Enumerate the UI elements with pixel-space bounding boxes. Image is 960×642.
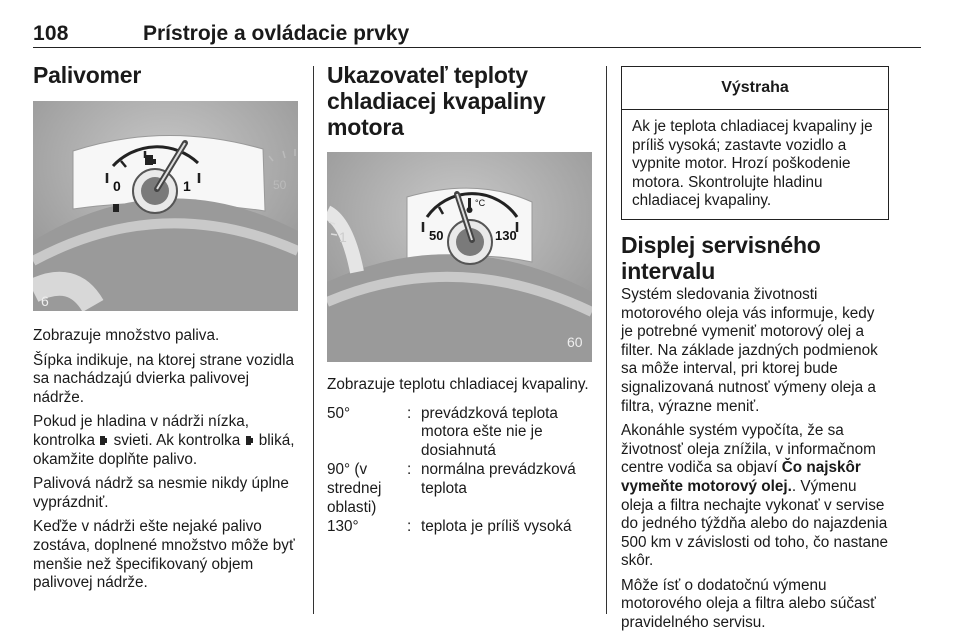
coolant-scale-130: 130 <box>495 228 517 243</box>
table-row <box>327 518 592 537</box>
section-title: Prístroje a ovládacie prvky <box>143 22 410 45</box>
warning-box <box>621 66 889 220</box>
service-p3: Môže ísť o dodatočnú výmenu motorového oleja a filtra alebo súčasť pravidelného servisu. <box>621 576 876 632</box>
coolant-gauge-figure <box>327 152 592 362</box>
warning-title: Výstraha <box>622 67 888 110</box>
fuel-p1: Zobrazuje množstvo paliva. <box>33 327 220 344</box>
row-value: normálna prevádzková teplota <box>421 461 576 497</box>
column-divider-1 <box>313 66 314 614</box>
page-number: 108 <box>33 22 69 45</box>
row-value: prevádzková teplota motora ešte nie je dosiahnutá <box>421 404 558 459</box>
neighbor-scale-6: 6 <box>41 293 49 309</box>
fuel-gauge-heading: Palivomer <box>33 62 142 88</box>
fuel-p3-a: Pokud je hladina v nádrži nízka, kontrolka <box>33 413 249 449</box>
service-p2-b: . Výmenu oleja a filtra nechajte vykonať v servise do jedného týždňa alebo do najazdenia 500 km v závislosti od toho, čo nastane skôr. <box>621 477 888 570</box>
fuel-p2: Šípka indikuje, na ktorej strane vozidla sa nachádzajú dvierka palivovej nádrže. <box>33 351 295 406</box>
fuel-p4: Palivová nádrž sa nesmie nikdy úplne vyprázdniť. <box>33 475 289 511</box>
row-value: teplota je príliš vysoká <box>421 518 572 536</box>
service-p2 <box>621 422 889 571</box>
fuel-scale-1: 1 <box>183 178 191 194</box>
row-key: 50° <box>327 404 351 422</box>
column-service-interval <box>621 62 889 633</box>
service-heading: Displej servisného intervalu <box>621 231 821 284</box>
row-key: 90° (v strednej oblasti) <box>327 461 382 516</box>
neighbor-scale-50: 50 <box>273 178 287 192</box>
coolant-p1: Zobrazuje teplotu chladiacej kvapaliny. <box>327 376 589 393</box>
coolant-heading: Ukazovateľ teploty chladiacej kvapaliny motora <box>327 62 546 140</box>
row-sep: : <box>407 404 412 422</box>
page-header <box>33 12 921 48</box>
fuel-p3-b: svieti. Ak kontrolka <box>113 431 241 449</box>
neighbor-scale-1: 1 <box>339 229 347 245</box>
service-p1: Systém sledovania životnosti motorového oleja vás informuje, kedy je potrebné vymeniť motorový olej a filter. Na základe jazdných podmienok sa môže interval, pri ktorej bude signalizovaná nutnosť výmeny oleja a filtra, výrazne meniť. <box>621 285 878 415</box>
table-row <box>327 405 592 461</box>
fuel-scale-0: 0 <box>113 178 121 194</box>
column-coolant-gauge <box>327 62 592 538</box>
fuel-p5: Keďže v nádrži ešte nejaké palivo zostáva, doplnené množstvo môže byť menšie než špecifikovaný objem palivovej nádrže. <box>33 518 295 592</box>
warning-body: Ak je teplota chladiacej kvapaliny je príliš vysoká; zastavte vozidlo a vypnite motor. Hrozí poškodenie motora. Skontrolujte hladinu chladiacej kvapaliny. <box>632 118 873 210</box>
row-key: 130° <box>327 518 359 536</box>
column-divider-2 <box>606 66 607 614</box>
coolant-scale-50: 50 <box>429 228 444 243</box>
column-fuel-gauge <box>33 62 298 593</box>
row-sep: : <box>407 518 412 536</box>
row-sep: : <box>407 461 412 479</box>
fuel-pump-icon <box>245 435 255 446</box>
coolant-table <box>327 405 592 537</box>
neighbor-scale-60: 60 <box>567 334 583 350</box>
fuel-p3 <box>33 413 298 469</box>
table-row <box>327 461 592 517</box>
service-message: Čo najskôr vymeňte motorový olej. <box>621 459 861 495</box>
fuel-gauge-figure <box>33 101 298 311</box>
fuel-p3-c: bliká, okamžite doplňte palivo. <box>33 431 295 468</box>
service-p2-a: Akonáhle systém vypočíta, že sa životnosť oleja znížila, v informačnom centre vodiča sa objaví <box>621 422 876 477</box>
fuel-pump-icon <box>99 435 109 446</box>
coolant-unit: °C <box>475 198 486 208</box>
